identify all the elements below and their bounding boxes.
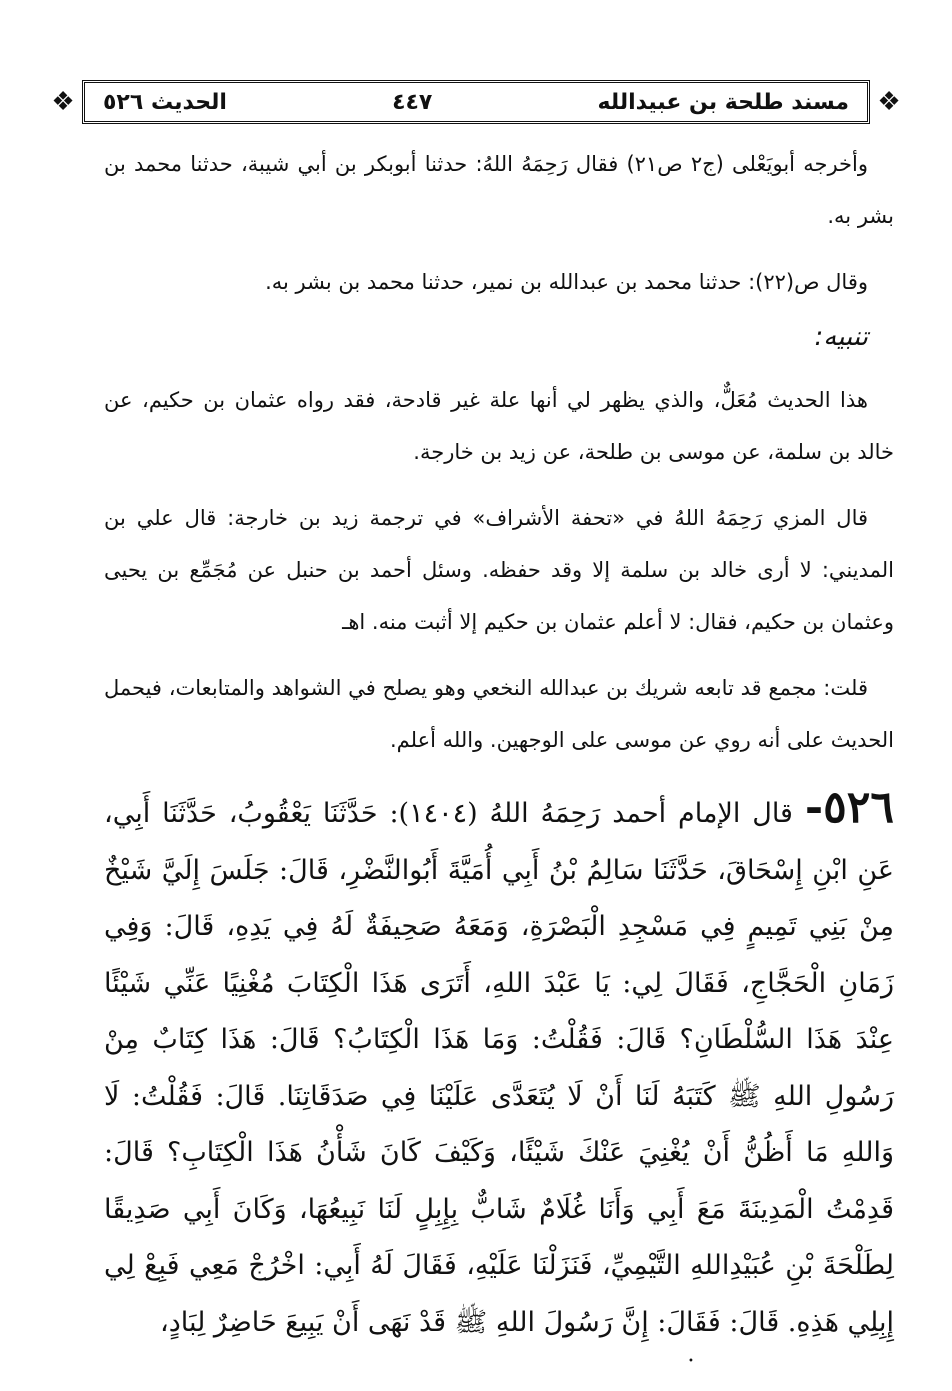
hadith-text: قال الإمام أحمد رَحِمَهُ اللهُ (١٤٠٤): حَدَّثَنَا يَعْقُوبُ، حَدَّثَنَا أَبِي، عَنِ ابْنِ إِسْحَاقَ، حَدَّثَنَا سَالِمُ بْنُ أَبِي أُمَيَّةَ أَبُوالنَّضْرِ، قَالَ: جَلَسَ إِلَيَّ شَيْخٌ مِنْ بَنِي تَمِيمٍ فِي مَسْجِدِ الْبَصْرَةِ، وَمَعَهُ صَحِيفَةٌ لَهُ فِي يَدِهِ، قَالَ: وَفِي زَمَانِ الْحَجَّاجِ، فَقَالَ لِي: يَا عَبْدَ اللهِ، أَتَرَى هَذَا الْكِتَابَ مُغْنِيًا عَنِّي شَيْئًا عِنْدَ هَذَا السُّلْطَانِ؟ قَالَ: فَقُلْتُ: وَمَا هَذَا الْكِتَابُ؟ قَالَ: هَذَا كِتَابٌ مِنْ رَسُولِ اللهِ ﷺ كَتَبَهُ لَنَا أَنْ لَا يُتَعَدَّى عَلَيْنَا فِي صَدَقَاتِنَا. قَالَ: فَقُلْتُ: لَا وَاللهِ مَا أَظُنُّ أَنْ يُغْنِيَ عَنْكَ شَيْئًا، وَكَيْفَ كَانَ شَأْنُ هَذَا الْكِتَابِ؟ قَالَ: قَدِمْتُ الْمَدِينَةَ مَعَ أَبِي وَأَنَا غُلَامٌ شَابٌّ بِإِبِلٍ لَنَا نَبِيعُهَا، وَكَانَ أَبِي صَدِيقًا لِطَلْحَةَ بْنِ عُبَيْدِاللهِ التَّيْمِيِّ، فَنَزَلْنَا عَلَيْهِ، فَقَالَ لَهُ أَبِي: اخْرُجْ مَعِي فَبِعْ لِي إِبِلِي هَذِهِ. قَالَ: فَقَالَ: إِنَّ رَسُولَ اللهِ ﷺ قَدْ نَهَى أَنْ يَبِيعَ حَاضِرٌ لِبَادٍ، xyxy=(104,798,894,1338)
hadith-reference: الحديث ٥٢٦ xyxy=(103,89,227,115)
paragraph-takhrij-1: وأخرجه أبويَعْلى (ج٢ ص٢١) فقال رَحِمَهُ اللهُ: حدثنا أبوبكر بن أبي شيبة، حدثنا محمد بن بشر به. xyxy=(104,152,894,228)
book-title: مسند طلحة بن عبيدالله xyxy=(597,89,849,115)
header-ornament-right-icon: ❖ xyxy=(877,87,901,117)
footer-mark: • xyxy=(688,1356,694,1367)
note-paragraph-1: هذا الحديث مُعَلٌّ، والذي يظهر لي أنها علة غير قادحة، فقد رواه عثمان بن حكيم، عن خالد بن سلمة، عن موسى بن طلحة، عن زيد بن خارجة. xyxy=(104,388,894,464)
paragraph-takhrij-2: وقال ص(٢٢): حدثنا محمد بن عبدالله بن نمير، حدثنا محمد بن بشر به. xyxy=(265,270,868,294)
tanbih-heading: تنبيه: xyxy=(814,322,868,352)
page-number: ٤٤٧ xyxy=(392,89,433,115)
note-paragraph-2: قال المزي رَحِمَهُ اللهُ في «تحفة الأشراف» في ترجمة زيد بن خارجة: قال علي بن المديني: لا أرى خالد بن سلمة إلا وقد حفظه. وسئل أحمد بن حنبل عن مُجَمِّع بن يحيى وعثمان بن حكيم، فقال: لا أعلم عثمان بن حكيم إلا أثبت منه. اهـ xyxy=(104,506,894,634)
hadith-block xyxy=(104,780,894,1351)
header-ornament-left-icon: ❖ xyxy=(51,87,75,117)
page-body xyxy=(104,138,894,1351)
running-header xyxy=(82,80,870,124)
hadith-number: ٥٢٦- xyxy=(804,782,895,833)
note-paragraph-3: قلت: مجمع قد تابعه شريك بن عبدالله النخعي وهو يصلح في الشواهد والمتابعات، فيحمل الحديث على أنه روي عن موسى على الوجهين. والله أعلم. xyxy=(104,676,894,752)
